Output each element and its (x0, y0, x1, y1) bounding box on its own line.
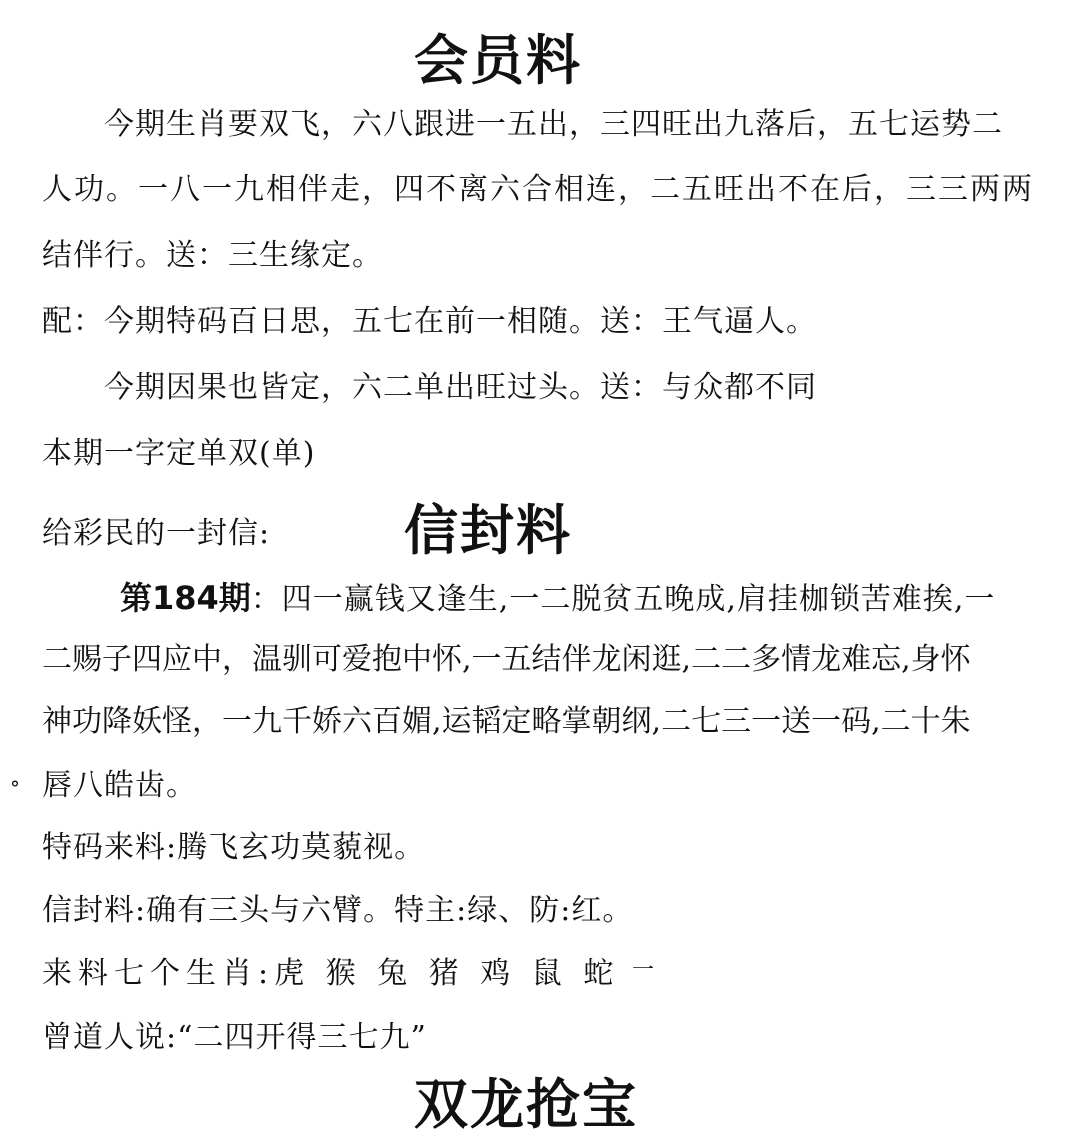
envelope-line-6: 信封料:确有三头与六臂。特主:绿、防:红。 (42, 893, 634, 928)
member-line-3: 结伴行。送：三生缘定。 (42, 238, 383, 273)
envelope-line-4: 唇八皓齿。 (42, 768, 197, 803)
member-line-4: 配：今期特码百日思，五七在前一相随。送：王气逼人。 (42, 304, 817, 339)
envelope-line-8: 曾道人说:“二四开得三七九” (42, 1020, 427, 1055)
member-line-5: 今期因果也皆定，六二单出旺过头。送：与众都不同 (104, 370, 817, 405)
envelope-line-1-text: ：四一赢钱又逢生,一二脱贫五晚成,肩挂枷锁苦难挨,一 (250, 582, 996, 617)
issue-number: 第184期 (120, 579, 251, 617)
envelope-line-1 (120, 580, 995, 618)
envelope-line-2: 二赐子四应中，温驯可爱抱中怀,一五结伴龙闲逛,二二多情龙难忘,身怀 (42, 642, 971, 677)
envelope-intro: 给彩民的一封信: (42, 516, 271, 551)
member-line-2: 人功。一八一九相伴走，四不离六合相连，二五旺出不在后，三三两两 (42, 172, 1034, 207)
side-mark: 一 (632, 958, 655, 983)
envelope-title: 信封料 (404, 498, 572, 562)
member-line-6: 本期一字定单双(单) (42, 436, 316, 471)
member-line-1: 今期生肖要双飞，六八跟进一五出，三四旺出九落后，五七运势二 (104, 107, 1003, 142)
envelope-line-5: 特码来料:腾飞玄功莫藐视。 (42, 830, 426, 865)
dragon-title: 双龙抢宝 (414, 1072, 638, 1136)
margin-mark: ° (10, 776, 20, 800)
envelope-line-7: 来料七个生肖:虎 猴 兔 猪 鸡 鼠 蛇 (42, 956, 620, 991)
member-title: 会员料 (414, 28, 582, 92)
envelope-line-3: 神功降妖怪，一九千娇六百媚,运韬定略掌朝纲,二七三一送一码,二十朱 (42, 704, 971, 739)
